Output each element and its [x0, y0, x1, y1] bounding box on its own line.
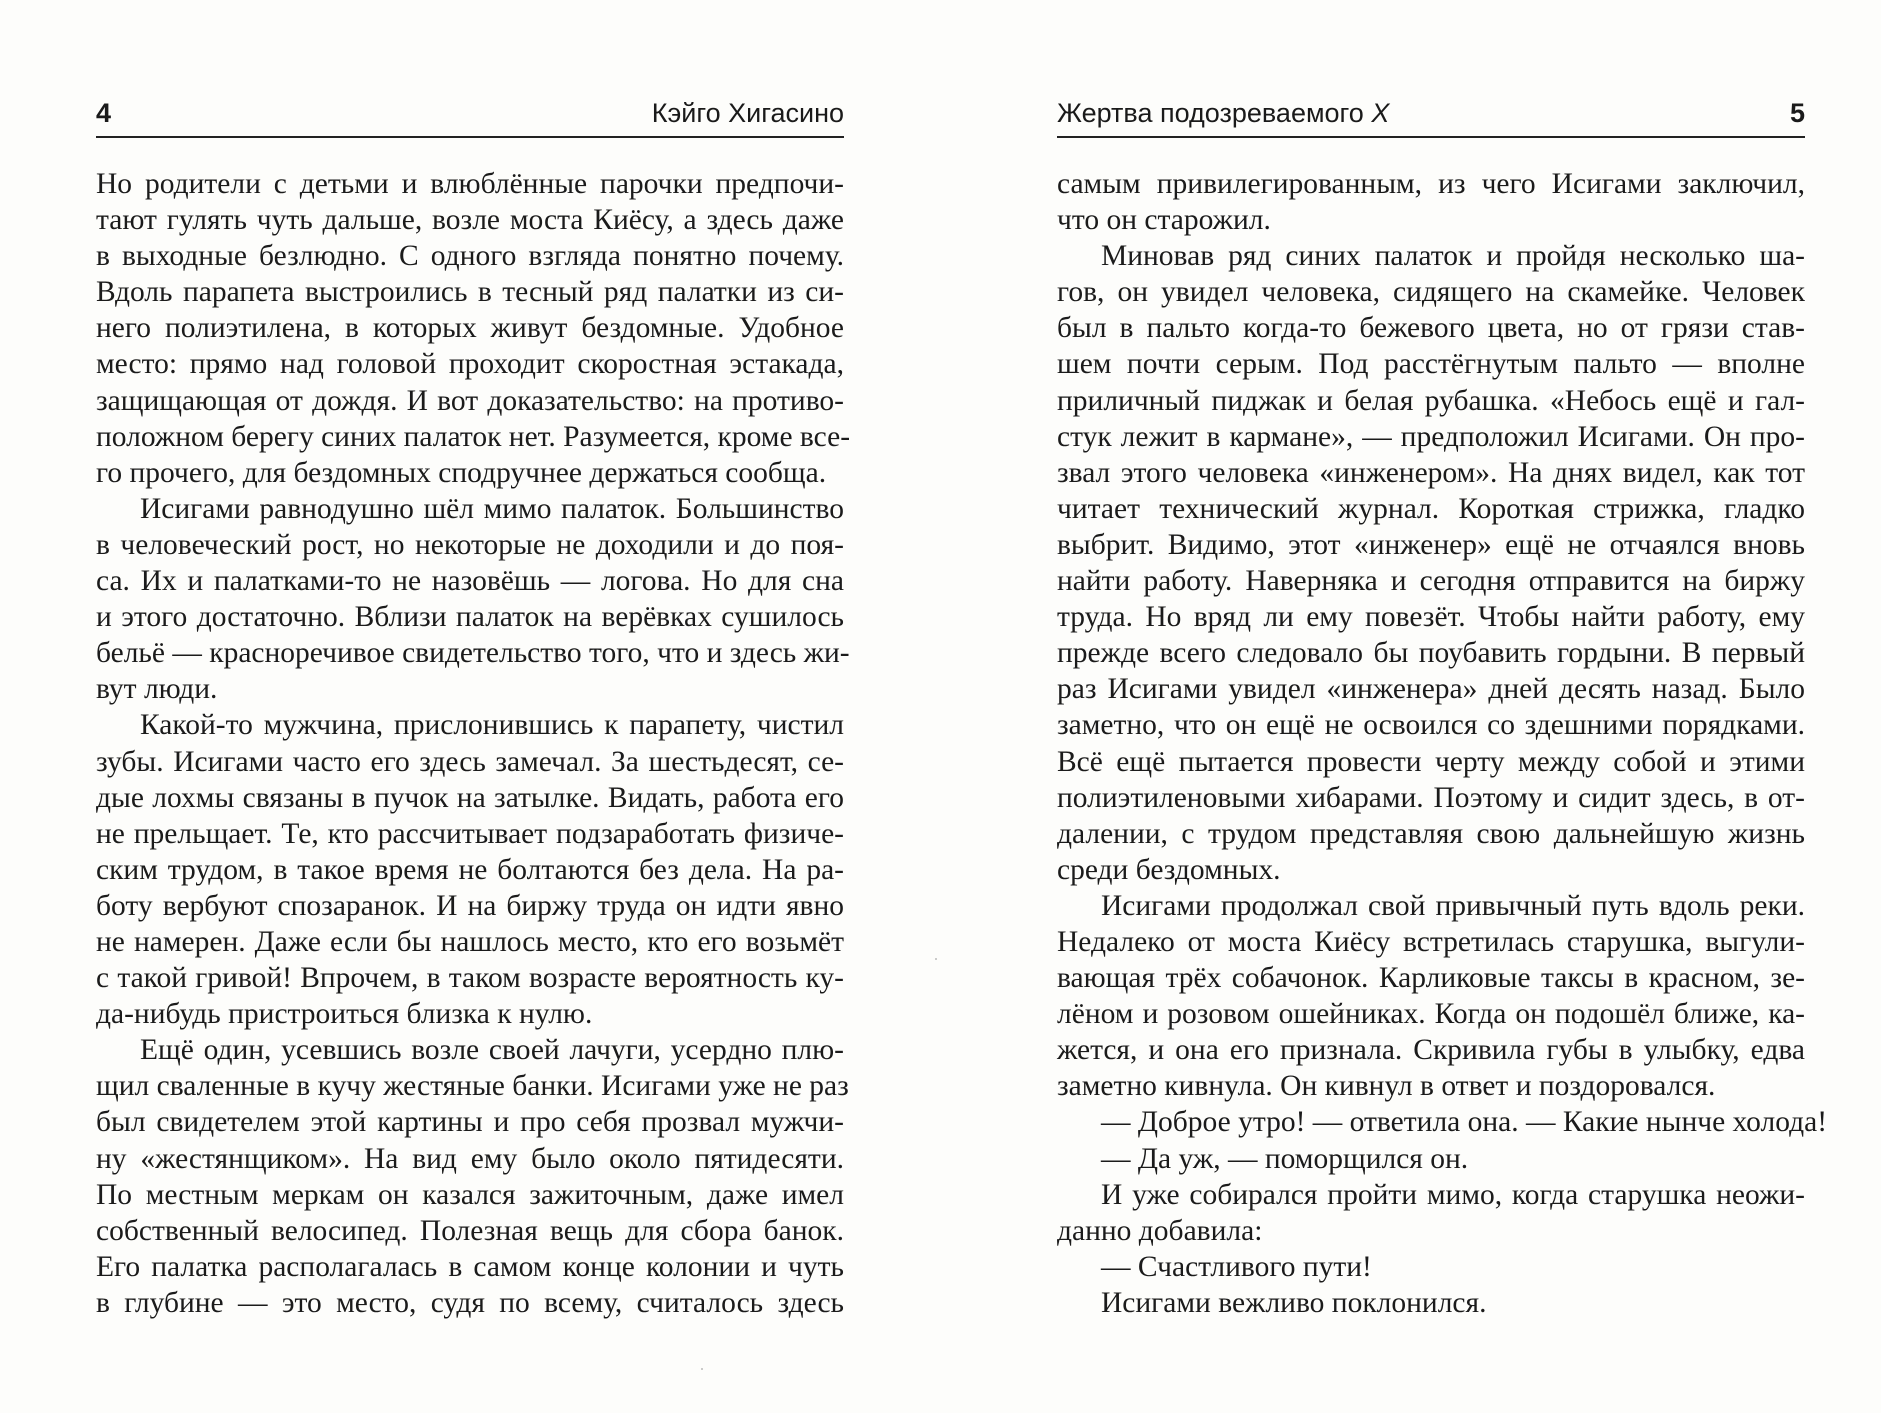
- text-line: труда. Но вряд ли ему повезёт. Чтобы найти работу, ему: [1057, 601, 1805, 634]
- text-line: был в пальто когда-то бежевого цвета, но от грязи став-: [1057, 312, 1805, 345]
- text-line: положном берегу синих палаток нет. Разумеется, кроме все-: [96, 420, 851, 453]
- text-line: данно добавила:: [1057, 1214, 1263, 1247]
- right-page: [940, 0, 1881, 1413]
- text-line: дые лохмы связаны в пучок на затылке. Видать, работа его: [96, 781, 844, 814]
- text-line: — Счастливого пути!: [1101, 1250, 1372, 1283]
- left-page: [0, 0, 940, 1413]
- gutter-mark: [935, 958, 937, 960]
- text-line: в выходные безлюдно. С одного взгляда понятно почему.: [96, 240, 844, 273]
- text-line: Всё ещё пытается провести черту между собой и этими: [1057, 745, 1805, 778]
- text-line: Но родители с детьми и влюблённые парочки предпочи-: [96, 168, 844, 200]
- text-line: и этого достаточно. Вблизи палаток на верёвках сушилось: [96, 601, 844, 634]
- text-line: гов, он увидел человека, сидящего на скамейке. Человек: [1057, 276, 1805, 309]
- text-line: полиэтиленовыми хибарами. Поэтому и сидит здесь, в от-: [1057, 781, 1805, 814]
- text-line: Ещё один, усевшись возле своей лачуги, усердно плю-: [140, 1034, 844, 1067]
- text-line: вающая трёх собачонок. Карликовые таксы в красном, зе-: [1057, 962, 1805, 995]
- right-page-header: [1057, 92, 1805, 138]
- text-line: был свидетелем этой картины и про себя прозвал мужчи-: [96, 1106, 844, 1139]
- text-line: среди бездомных.: [1057, 853, 1281, 886]
- text-line: шем почти серым. Под расстёгнутым пальто — вполне: [1057, 348, 1805, 381]
- text-line: Исигами продолжал свой привычный путь вдоль реки.: [1101, 889, 1805, 922]
- text-line: Его палатка располагалась в самом конце колонии и чуть: [96, 1250, 844, 1283]
- text-line: собственный велосипед. Полезная вещь для сбора банок.: [96, 1214, 844, 1247]
- text-line: — Доброе утро! — ответила она. — Какие нынче холода!: [1101, 1106, 1828, 1139]
- right-page-title-italic: X: [1371, 98, 1390, 128]
- left-page-number: 4: [96, 98, 112, 128]
- text-line: найти работу. Наверняка и сегодня отправится на биржу: [1057, 565, 1805, 598]
- text-line: заметно кивнула. Он кивнул в ответ и поздоровался.: [1057, 1070, 1716, 1103]
- text-line: — Да уж, — поморщился он.: [1101, 1142, 1469, 1175]
- left-page-header: [96, 92, 844, 138]
- text-line: стук лежит в кармане», — предположил Исигами. Он про-: [1057, 420, 1805, 453]
- text-line: с такой гривой! Впрочем, в таком возрасте вероятность ку-: [96, 962, 844, 995]
- text-line: не намерен. Даже если бы нашлось место, кто его возьмёт: [96, 925, 844, 958]
- text-line: зубы. Исигами часто его здесь замечал. За шестьдесят, се-: [96, 745, 844, 778]
- text-line: самым привилегированным, из чего Исигами заключил,: [1057, 168, 1805, 200]
- text-line: бельё — красноречивое свидетельство того, что и здесь жи-: [96, 637, 850, 670]
- text-line: защищающая от дождя. И вот доказательство: на противо-: [96, 384, 844, 417]
- text-line: Исигами равнодушно шёл мимо палаток. Большинство: [140, 492, 844, 525]
- text-line: в человеческий рост, но некоторые не доходили и до поя-: [96, 528, 844, 561]
- text-line: тают гулять чуть дальше, возле моста Киёсу, а здесь даже: [96, 204, 844, 237]
- left-page-body: [96, 166, 851, 1321]
- right-page-number: 5: [1789, 98, 1805, 128]
- text-line: боту вербуют спозаранок. И на биржу труда он идти явно: [96, 889, 844, 922]
- text-line: звал этого человека «инженером». На днях видел, как тот: [1057, 456, 1805, 489]
- text-line: выбрит. Видимо, этот «инженер» ещё не отчаялся вновь: [1057, 528, 1805, 561]
- text-line: Какой-то мужчина, прислонившись к парапету, чистил: [140, 709, 844, 742]
- text-line: И уже собирался пройти мимо, когда старушка неожи-: [1101, 1178, 1805, 1211]
- text-line: заметно, что он ещё не освоился со здешними порядками.: [1057, 709, 1805, 742]
- text-line: далении, с трудом представляя свою дальнейшую жизнь: [1057, 817, 1805, 850]
- text-line: щил сваленные в кучу жестяные банки. Исигами уже не раз: [96, 1070, 849, 1103]
- text-line: что он старожил.: [1057, 204, 1271, 237]
- text-line: прежде всего следовало бы поубавить гордыни. В первый: [1057, 637, 1805, 670]
- text-line: Вдоль парапета выстроились в тесный ряд палатки из си-: [96, 276, 844, 309]
- text-line: вут люди.: [96, 673, 218, 706]
- text-line: са. Их и палатками-то не назовёшь — логова. Но для сна: [96, 565, 844, 598]
- text-line: раз Исигами увидел «инженера» дней десять назад. Было: [1057, 673, 1805, 706]
- text-line: да-нибудь пристроиться близка к нулю.: [96, 998, 593, 1031]
- text-line: Недалеко от моста Киёсу встретилась старушка, выгули-: [1057, 925, 1805, 958]
- text-line: Исигами вежливо поклонился.: [1101, 1286, 1487, 1319]
- right-page-running-title: [1057, 98, 1389, 129]
- text-line: в глубине — это место, судя по всему, считалось здесь: [96, 1286, 844, 1319]
- right-page-body: [1057, 166, 1828, 1321]
- text-line: го прочего, для бездомных сподручнее держаться сообща.: [96, 456, 827, 489]
- text-line: него полиэтилена, в которых живут бездомные. Удобное: [96, 312, 844, 345]
- text-line: читает технический журнал. Короткая стрижка, гладко: [1057, 492, 1805, 525]
- text-line: ским трудом, в такое время не болтаются без дела. На ра-: [96, 853, 844, 886]
- gutter-mark: [701, 1368, 703, 1370]
- text-line: место: прямо над головой проходит скоростная эстакада,: [96, 348, 844, 381]
- text-line: По местным меркам он казался зажиточным, даже имел: [96, 1178, 844, 1211]
- text-line: жется, и она его признала. Скривила губы в улыбку, едва: [1057, 1034, 1805, 1067]
- text-line: Миновав ряд синих палаток и пройдя несколько ша-: [1101, 240, 1805, 273]
- left-page-running-title: Кэйго Хигасино: [651, 98, 844, 128]
- right-page-title-text: Жертва подозреваемого: [1057, 98, 1364, 128]
- text-line: не прельщает. Те, кто рассчитывает подзаработать физиче-: [96, 817, 844, 850]
- text-line: лёном и розовом ошейниках. Когда он подошёл ближе, ка-: [1057, 998, 1805, 1031]
- text-line: ну «жестянщиком». На вид ему было около пятидесяти.: [96, 1142, 844, 1175]
- text-line: приличный пиджак и белая рубашка. «Небось ещё и гал-: [1057, 384, 1805, 417]
